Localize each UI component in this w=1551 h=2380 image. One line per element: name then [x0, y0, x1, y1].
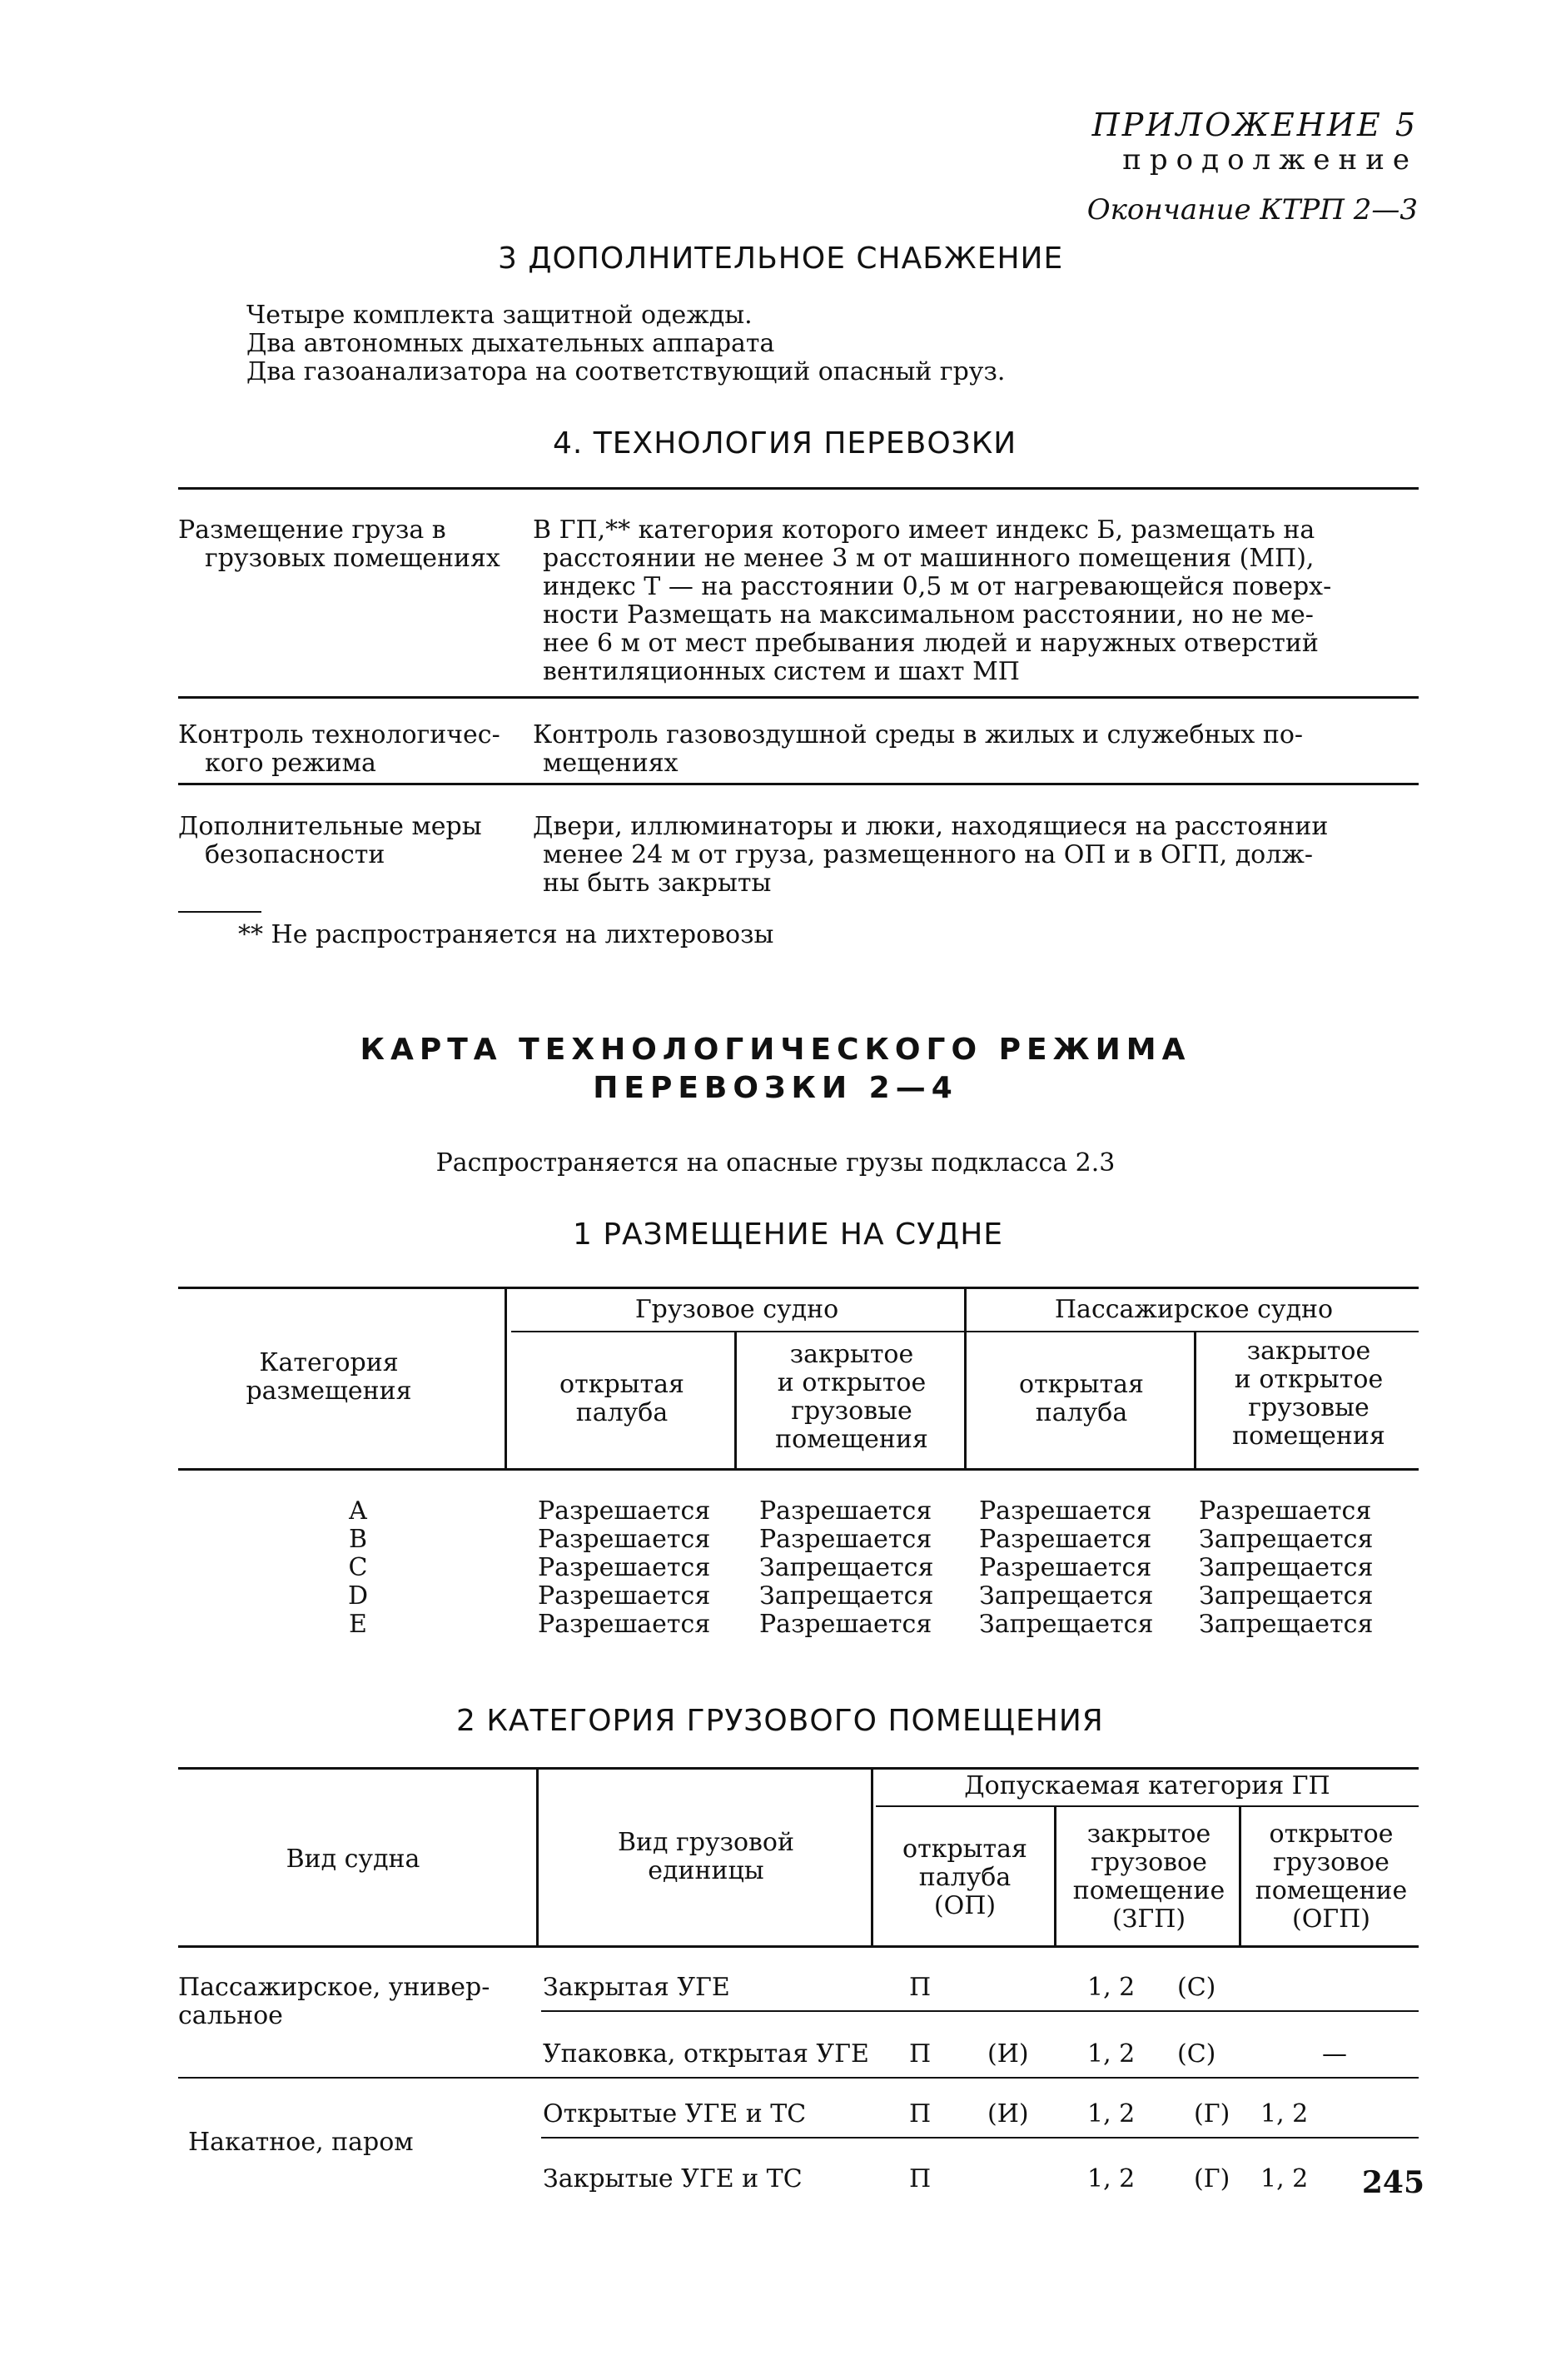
unit-type-header: Вид грузовой единицы [618, 1828, 794, 1885]
unit-type-cell: Упаковка, открытая УГЕ [543, 2039, 869, 2069]
continuation-label: продолжение [1122, 143, 1418, 177]
table-vline [536, 1767, 539, 1945]
permission-cell: Запрещается [1199, 1553, 1374, 1582]
passenger-holds-column [1199, 1497, 1373, 1639]
table-rule [178, 487, 1419, 490]
ship-type-cell: Накатное, паром [188, 2128, 414, 2157]
permission-cell: Запрещается [1199, 1610, 1374, 1639]
supply-line: Четыре комплекта защитной одежды. [246, 301, 753, 330]
section3-title: 3 ДОПОЛНИТЕЛЬНОЕ СНАБЖЕНИЕ [498, 241, 1064, 276]
table-rule [178, 2077, 1419, 2079]
table-vline [1239, 1805, 1241, 1945]
permission-cell: Запрещается [1199, 1525, 1374, 1554]
row-label: Дополнительные меры безопасности [178, 812, 482, 869]
zgp-note-cell: (Г) [1194, 2164, 1230, 2193]
category-cell: A [349, 1496, 367, 1526]
permission-cell: Разрешается [538, 1610, 711, 1639]
ship-type-header: Вид судна [286, 1845, 420, 1874]
zgp-cell: 1, 2 [1087, 1973, 1136, 2002]
table-vline [964, 1287, 967, 1468]
ogp-header: открытое грузовое помещение (ОГП) [1255, 1820, 1408, 1934]
table-rule [541, 2010, 1419, 2012]
table-rule [876, 1805, 1419, 1807]
row-text: В ГП,** категория которого имеет индекс Б, размещать на расстоянии не менее 3 м от машинного помещения (МП), индекс Т — на расстоянии 0,5 м от нагревающейся поверх- ности Размещать на максимальном расстоянии, но не ме- нее 6 м от мест пребывания людей и наружных отверстий вентиляционных систем и шахт МП [533, 515, 1332, 686]
category-column [333, 1497, 383, 1639]
table-rule [178, 783, 1419, 785]
footnote: ** Не распространяется на лихтеровозы [238, 920, 774, 949]
closed-holds-header: закрытое и открытое грузовые помещения [775, 1340, 928, 1454]
table-rule [178, 1287, 1419, 1289]
ogp-cell: — [1322, 2039, 1347, 2069]
ogp-cell: 1, 2 [1260, 2164, 1309, 2193]
ogp-cell: 1, 2 [1260, 2099, 1309, 2129]
category-cell: E [349, 1610, 367, 1639]
allowed-category-header: Допускаемая категория ГП [964, 1771, 1330, 1800]
card-title-line1: КАРТА ТЕХНОЛОГИЧЕСКОГО РЕЖИМА [360, 1033, 1191, 1067]
op-cell: П [909, 1973, 932, 2002]
passenger-open-deck-column [979, 1497, 1153, 1639]
zgp-note-cell: (С) [1177, 2039, 1216, 2069]
permission-cell: Запрещается [979, 1581, 1154, 1611]
permission-cell: Разрешается [759, 1610, 932, 1639]
op-note-cell: (И) [987, 2099, 1029, 2129]
table-vline [871, 1767, 873, 1945]
permission-cell: Запрещается [759, 1553, 934, 1582]
category-cell: C [348, 1553, 368, 1582]
permission-cell: Разрешается [538, 1525, 711, 1554]
closed-holds-header: закрытое и открытое грузовые помещения [1232, 1337, 1385, 1451]
permission-cell: Разрешается [979, 1525, 1152, 1554]
table-rule [541, 2137, 1419, 2139]
table-vline [1194, 1332, 1196, 1468]
cargo-space-title: 2 КАТЕГОРИЯ ГРУЗОВОГО ПОМЕЩЕНИЯ [456, 1704, 1104, 1738]
card-title-line2: ПЕРЕВОЗКИ 2—4 [593, 1071, 958, 1105]
permission-cell: Запрещается [759, 1581, 934, 1611]
table-rule [511, 1331, 1419, 1332]
table-vline [505, 1287, 507, 1468]
cargo-open-deck-column [538, 1497, 710, 1639]
zgp-note-cell: (С) [1177, 1973, 1216, 2002]
section3-list [246, 301, 1005, 386]
category-header: Категория размещения [246, 1348, 412, 1406]
cargo-ship-header: Грузовое судно [634, 1295, 839, 1324]
page-number: 245 [1361, 2165, 1424, 2200]
appendix-heading: ПРИЛОЖЕНИЕ 5 [1091, 107, 1418, 143]
table-rule [178, 1468, 1419, 1471]
op-cell: П [909, 2099, 932, 2129]
table-vline [1054, 1805, 1056, 1945]
open-deck-header: открытая палуба [1019, 1370, 1144, 1427]
footnote-rule [178, 911, 261, 913]
permission-cell: Разрешается [979, 1553, 1152, 1582]
permission-cell: Разрешается [538, 1581, 711, 1611]
zgp-note-cell: (Г) [1194, 2099, 1230, 2129]
category-cell: B [348, 1525, 368, 1554]
zgp-cell: 1, 2 [1087, 2164, 1136, 2193]
permission-cell: Запрещается [979, 1610, 1154, 1639]
unit-type-cell: Закрытые УГЕ и ТС [543, 2164, 803, 2193]
category-cell: D [347, 1581, 369, 1611]
unit-type-cell: Открытые УГЕ и ТС [543, 2099, 807, 2129]
ending-label: Окончание КТРП 2—3 [1086, 193, 1418, 227]
op-note-cell: (И) [987, 2039, 1029, 2069]
permission-cell: Разрешается [1199, 1496, 1372, 1526]
placement-title: 1 РАЗМЕЩЕНИЕ НА СУДНЕ [573, 1217, 1004, 1252]
table-rule [178, 696, 1419, 699]
supply-line: Два автономных дыхательных аппарата [246, 329, 775, 358]
permission-cell: Разрешается [538, 1496, 711, 1526]
table-rule [178, 1945, 1419, 1948]
permission-cell: Запрещается [1199, 1581, 1374, 1611]
op-cell: П [909, 2039, 932, 2069]
op-header: открытая палуба (ОП) [902, 1835, 1027, 1920]
card-scope: Распространяется на опасные грузы подкласса 2.3 [435, 1148, 1116, 1178]
row-label: Размещение груза в грузовых помещениях [178, 515, 500, 573]
unit-type-cell: Закрытая УГЕ [543, 1973, 730, 2002]
table-vline [734, 1332, 737, 1468]
open-deck-header: открытая палуба [559, 1370, 684, 1427]
permission-cell: Разрешается [759, 1525, 932, 1554]
ship-type-cell: Пассажирское, универ- сальное [178, 1973, 490, 2030]
cargo-holds-column [759, 1497, 933, 1639]
row-text: Двери, иллюминаторы и люки, находящиеся на расстоянии менее 24 м от груза, размещенного на ОП и в ОГП, долж- ны быть закрыты [533, 812, 1329, 898]
permission-cell: Разрешается [759, 1496, 932, 1526]
table-rule [178, 1767, 1419, 1770]
permission-cell: Разрешается [538, 1553, 711, 1582]
row-label: Контроль технологичес- кого режима [178, 720, 500, 778]
passenger-ship-header: Пассажирское судно [1054, 1295, 1334, 1324]
zgp-header: закрытое грузовое помещение (ЗГП) [1072, 1820, 1225, 1934]
row-text: Контроль газовоздушной среды в жилых и служебных по- мещениях [533, 720, 1304, 778]
zgp-cell: 1, 2 [1087, 2039, 1136, 2069]
permission-cell: Разрешается [979, 1496, 1152, 1526]
supply-line: Два газоанализатора на соответствующий опасный груз. [246, 357, 1006, 386]
zgp-cell: 1, 2 [1087, 2099, 1136, 2129]
section4-title: 4. ТЕХНОЛОГИЯ ПЕРЕВОЗКИ [553, 426, 1017, 461]
op-cell: П [909, 2164, 932, 2193]
